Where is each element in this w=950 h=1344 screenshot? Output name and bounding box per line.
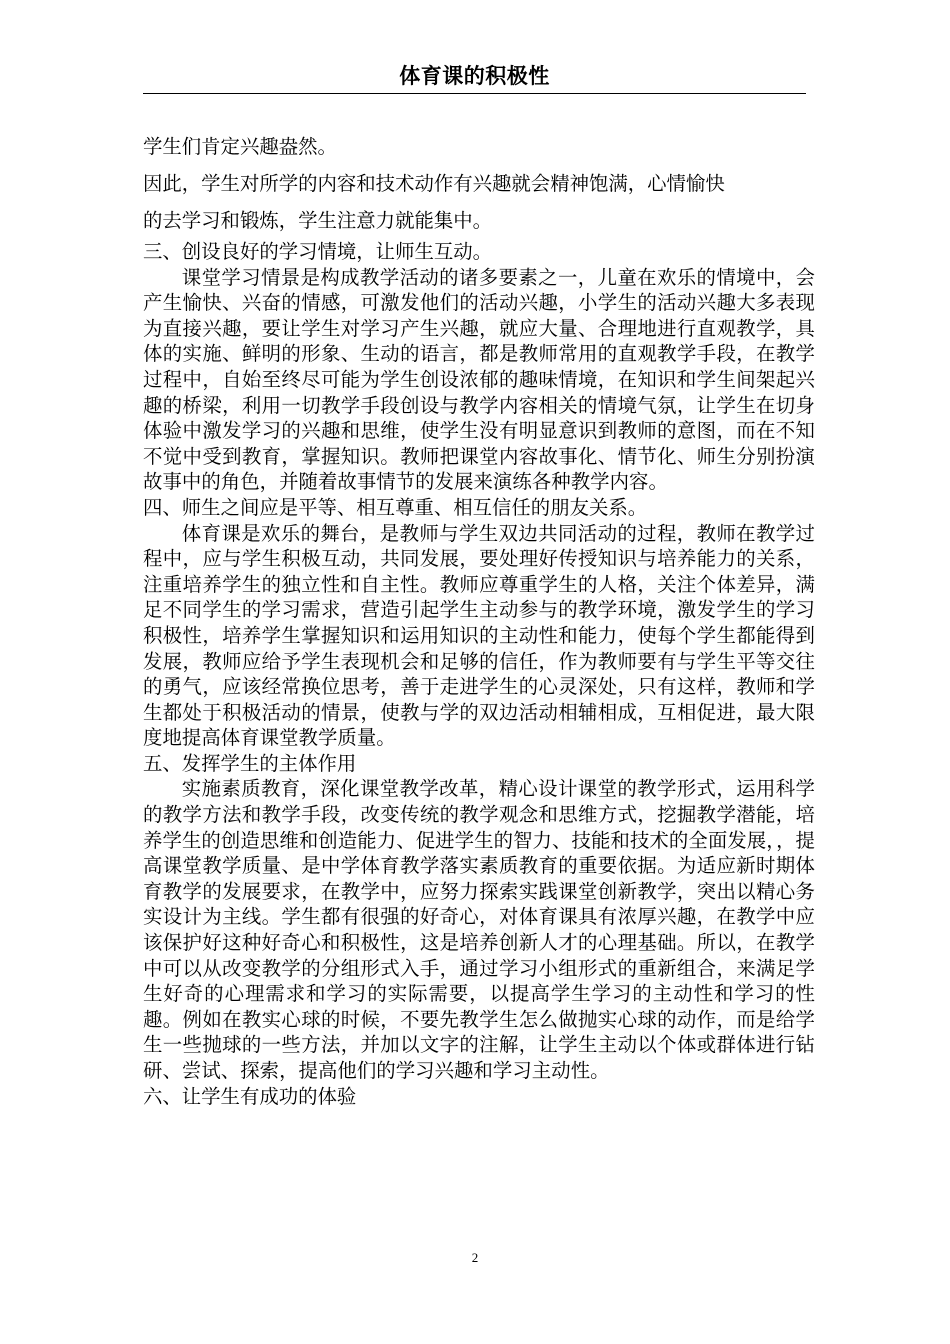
section-4-paragraph: 体育课是欢乐的舞台，是教师与学生双边共同活动的过程，教师在教学过程中，应与学生积极互动，共同发展，要处理好传授知识与培养能力的关系，注重培养学生的独立性和自主性。教师应尊重学生的人格，关注个体差异，满足不同学生的学习需求，营造引起学生主动参与的教学环境，激发学生的学习积极性，培养学生掌握知识和运用知识的主动性和能力，使每个学生都能得到发展，教师应给予学生表现机会和足够的信任，作为教师要有与学生平等交往的勇气，应该经常换位思考，善于走进学生的心灵深处，只有这样，教师和学生都处于积极活动的情景，使教与学的双边活动相辅相成，互相促进，最大限度地提高体育课堂教学质量。 bbox=[143, 521, 815, 750]
section-5-paragraph: 实施素质教育，深化课堂教学改革，精心设计课堂的教学形式，运用科学的教学方法和教学手段，改变传统的教学观念和思维方式，挖掘教学潜能，培养学生的创造思维和创造能力、促进学生的智力、技能和技术的全面发展，，提高课堂教学质量、是中学体育教学落实素质教育的重要依据。为适应新时期体育教学的发展要求，在教学中，应努力探索实践课堂创新教学，突出以精心务实设计为主线。学生都有很强的好奇心，对体育课具有浓厚兴趣，在教学中应该保护好这种好奇心和积极性，这是培养创新人才的心理基础。所以，在教学中可以从改变教学的分组形式入手，通过学习小组形式的重新组合，来满足学生好奇的心理需求和学习的实际需要，以提高学生学习的主动性和学习的性趣。例如在教实心球的时候，不要先教学生怎么做抛实心球的动作，而是给学生一些抛球的一些方法，并加以文字的注解，让学生主动以个体或群体进行钻研、尝试、探索，提高他们的学习兴趣和学习主动性。 bbox=[143, 777, 815, 1082]
intro-line-3: 的去学习和锻炼，学生注意力就能集中。 bbox=[143, 209, 493, 232]
document-body bbox=[143, 128, 815, 1109]
page-header bbox=[143, 62, 806, 94]
section-3-heading: 三、创设良好的学习情境，让师生互动。 bbox=[143, 240, 493, 263]
section-4-heading: 四、师生之间应是平等、相互尊重、相互信任的朋友关系。 bbox=[143, 495, 648, 519]
page-number: 2 bbox=[471, 1250, 479, 1265]
section-5-heading: 五、发挥学生的主体作用 bbox=[143, 751, 357, 775]
section-6-heading: 六、让学生有成功的体验 bbox=[143, 1084, 357, 1108]
intro-line-2: 因此，学生对所学的内容和技术动作有兴趣就会精神饱满，心情愉快 bbox=[143, 172, 725, 195]
document-title: 体育课的积极性 bbox=[399, 64, 550, 88]
section-3-paragraph: 课堂学习情景是构成教学活动的诸多要素之一，儿童在欢乐的情境中，会产生愉快、兴奋的情感，可激发他们的活动兴趣，小学生的活动兴趣大多表现为直接兴趣，要让学生对学习产生兴趣，就应大量、合理地进行直观教学，具体的实施、鲜明的形象、生动的语言，都是教师常用的直观教学手段，在教学过程中，自始至终尽可能为学生创设浓郁的趣味情境，在知识和学生间架起兴趣的桥梁，利用一切教学手段创设与教学内容相关的情境气氛，让学生在切身体验中激发学习的兴趣和思维，使学生没有明显意识到教师的意图，而在不知不觉中受到教育，掌握知识。教师把课堂内容故事化、情节化、师生分别扮演故事中的角色，并随着故事情节的发展来演练各种教学内容。 bbox=[143, 265, 815, 494]
intro-line-1: 学生们肯定兴趣盎然。 bbox=[143, 135, 337, 158]
